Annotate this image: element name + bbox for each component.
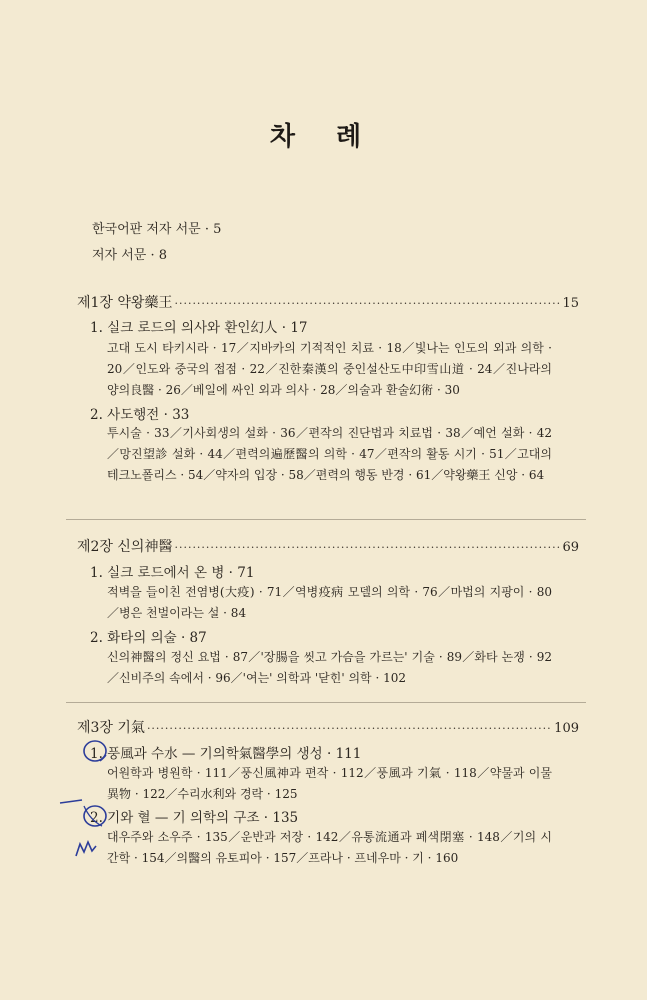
chapter-2-heading xyxy=(77,536,579,556)
chapter-2-section-2-heading: 2. 화타의 의술 · 87 xyxy=(90,630,207,646)
chapter-1-heading xyxy=(77,292,579,312)
chapter-3-title: 제3장 기氣 xyxy=(77,720,145,736)
chapter-2-title: 제2장 신의神醫 xyxy=(77,539,173,555)
chapter-1-section-1-heading: 1. 실크 로드의 의사와 환인幻人 · 17 xyxy=(90,320,308,336)
chapter-1-title: 제1장 약왕藥王 xyxy=(77,295,173,311)
chapter-3-page: 109 xyxy=(554,721,579,736)
chapter-1-section-2-body: 투시술 · 33／기사회생의 설화 · 36／편작의 진단법과 치료법 · 38／예언 설화 · 42／망진望診 설화 · 44／편력의遍歷醫의 의학 · 47／편작의 활동 시기 · 51／고대의 테크노폴리스 · 54／약자의 입장 · 58／편력의 행동 반경 · 61／약왕藥王 신앙 · 64 xyxy=(107,426,552,482)
divider-1 xyxy=(66,519,586,520)
chapter-1-section-1-body: 고대 도시 타키시라 · 17／지바카의 기적적인 치료 · 18／빛나는 인도의 외과 의학 · 20／인도와 중국의 접점 · 22／진한秦漢의 중인설산도中印雪山道 · 24／진나라의 양의良醫 · 26／베일에 싸인 외과 의사 · 28／의술과 환술幻術 · 30 xyxy=(107,341,552,397)
chapter-3-section-2-heading: 2. 기와 혈 — 기 의학의 구조 · 135 xyxy=(90,810,299,826)
chapter-2-section-1-body: 적벽을 들이친 전염병(大疫) · 71／역병疫病 모델의 의학 · 76／마법의 지팡이 · 80／병은 천벌이라는 설 · 84 xyxy=(107,585,552,620)
chapter-1-leader-dots xyxy=(174,297,560,310)
chapter-3-section-2-body: 대우주와 소우주 · 135／운반과 저장 · 142／유통流通과 폐색閉塞 · 148／기의 시간학 · 154／의醫의 유토피아 · 157／프라나 · 프네우마 · 기 · 160 xyxy=(107,830,552,865)
chapter-2-page: 69 xyxy=(562,540,579,555)
pen-scribble xyxy=(76,842,96,856)
chapter-3-heading xyxy=(77,717,579,737)
chapter-1-page: 15 xyxy=(562,296,579,311)
divider-2 xyxy=(66,702,586,703)
preface-entry-korean: 한국어판 저자 서문 · 5 xyxy=(92,222,222,237)
chapter-2-leader-dots xyxy=(174,541,560,554)
preface-entry-author: 저자 서문 · 8 xyxy=(92,248,168,263)
chapter-1-section-2-heading: 2. 사도행전 · 33 xyxy=(90,407,190,423)
chapter-2-section-2-body: 신의神醫의 정신 요법 · 87／'장腸을 씻고 가슴을 가르는' 기술 · 89／화타 논쟁 · 92／신비주의 속에서 · 96／'여는' 의학과 '닫힌' 의학 · 102 xyxy=(107,650,552,685)
chapter-3-section-1-body: 어원학과 병원학 · 111／풍신風神과 편작 · 112／풍風과 기氣 · 118／약물과 이물異物 · 122／수리水利와 경락 · 125 xyxy=(107,766,552,801)
chapter-3-section-1-heading: 1. 풍風과 수水 — 기의학氣醫學의 생성 · 111 xyxy=(90,746,362,762)
page-title: 차 례 xyxy=(269,122,378,152)
chapter-3-leader-dots xyxy=(147,722,552,735)
chapter-2-section-1-heading: 1. 실크 로드에서 온 병 · 71 xyxy=(90,565,255,581)
pen-dash xyxy=(60,800,82,803)
